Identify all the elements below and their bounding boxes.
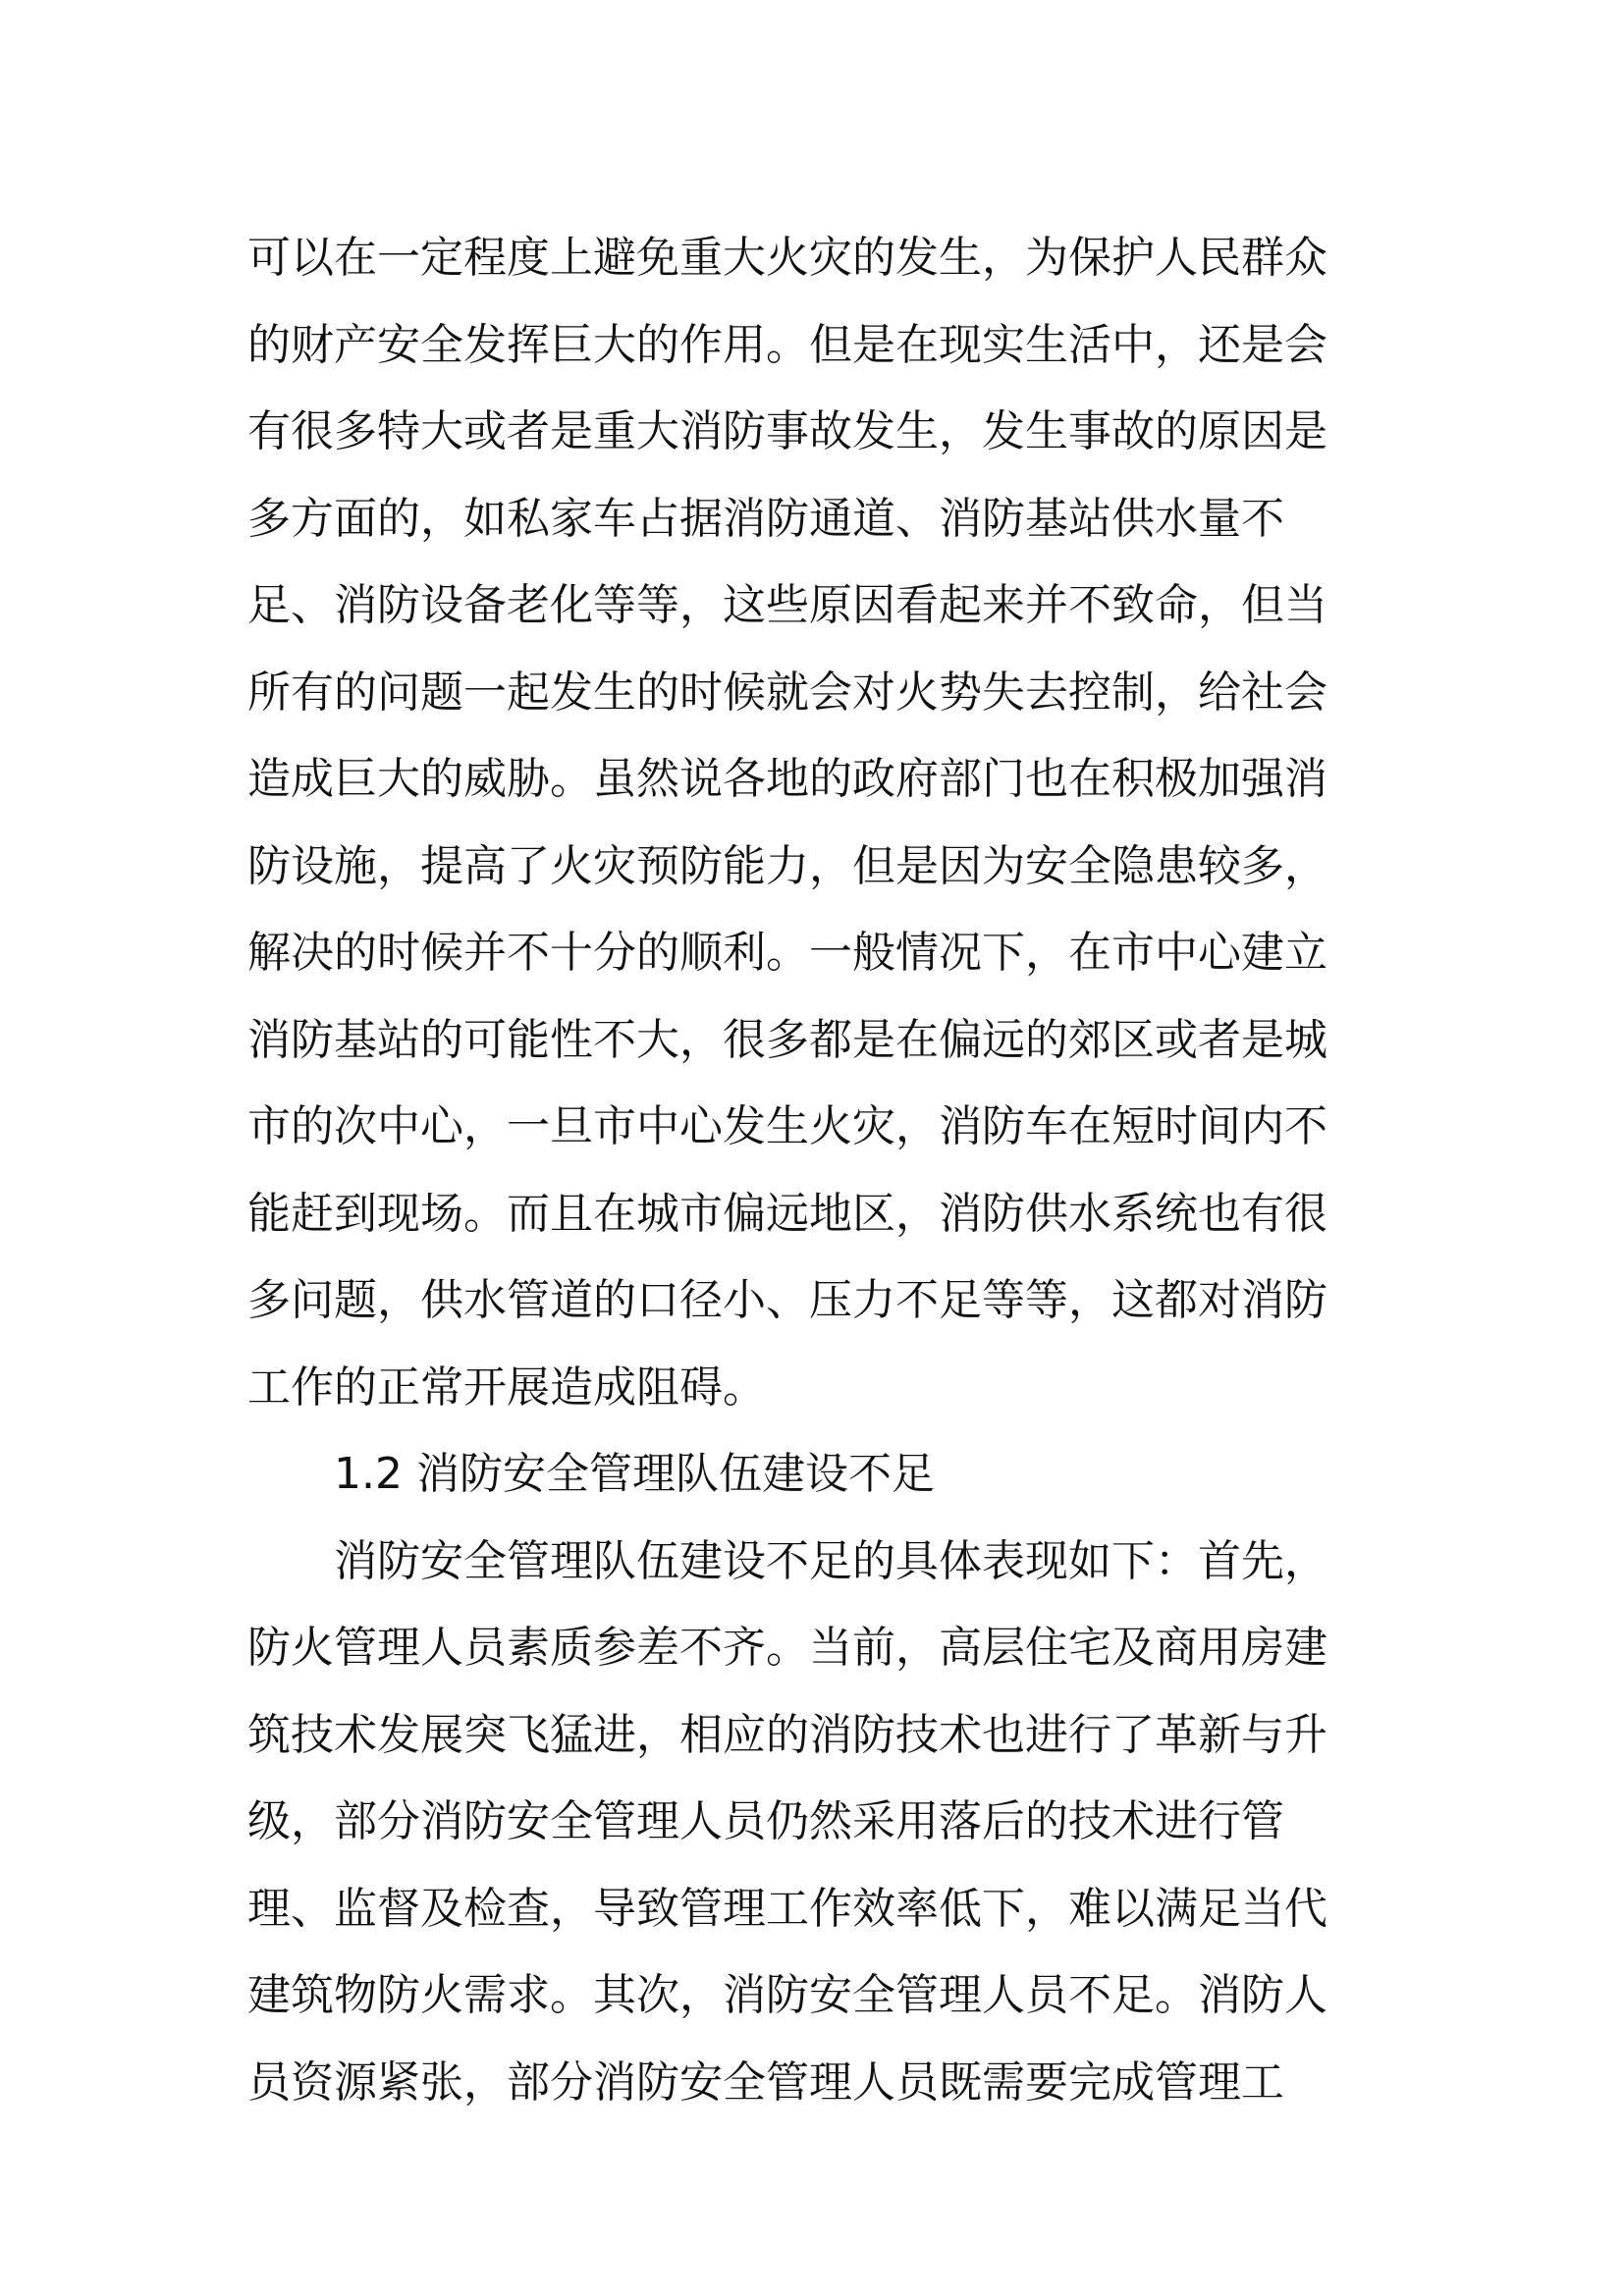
paragraph-1 xyxy=(247,215,1396,1431)
text-line: 可以在一定程度上避免重大火灾的发生，为保护人民群众 xyxy=(247,233,1327,283)
text-line: 级，部分消防安全管理人员仍然采用落后的技术进行管 xyxy=(247,1796,1284,1846)
text-line: 多方面的，如私家车占据消防通道、消防基站供水量不 xyxy=(247,493,1284,544)
text-line: 消防安全管理队伍建设不足的具体表现如下：首先， xyxy=(334,1535,1327,1586)
text-line: 防火管理人员素质参差不齐。当前，高层住宅及商用房建 xyxy=(247,1623,1327,1673)
text-line: 有很多特大或者是重大消防事故发生，发生事故的原因是 xyxy=(247,406,1327,456)
text-line: 工作的正常开展造成阻碍。 xyxy=(247,1362,766,1413)
section-heading: 1.2 消防安全管理队伍建设不足 xyxy=(334,1449,935,1499)
text-line: 造成巨大的威胁。虽然说各地的政府部门也在积极加强消 xyxy=(247,754,1327,804)
text-line: 市的次中心，一旦市中心发生火灾，消防车在短时间内不 xyxy=(247,1101,1327,1151)
text-line: 防设施，提高了火灾预防能力，但是因为安全隐患较多， xyxy=(247,840,1327,891)
text-line: 解决的时候并不十分的顺利。一般情况下，在市中心建立 xyxy=(247,928,1327,978)
text-line: 筑技术发展突飞猛进，相应的消防技术也进行了革新与升 xyxy=(247,1709,1327,1760)
text-line: 多问题，供水管道的口径小、压力不足等等，这都对消防 xyxy=(247,1275,1327,1325)
text-line: 能赶到现场。而且在城市偏远地区，消防供水系统也有很 xyxy=(247,1188,1327,1239)
text-line: 建筑物防火需求。其次，消防安全管理人员不足。消防人 xyxy=(247,1970,1327,2020)
text-line: 足、消防设备老化等等，这些原因看起来并不致命，但当 xyxy=(247,580,1327,630)
paragraph-2 xyxy=(247,1519,1396,2127)
body-text xyxy=(247,215,1396,2126)
text-line: 的财产安全发挥巨大的作用。但是在现实生活中，还是会 xyxy=(247,319,1327,370)
text-line: 所有的问题一起发生的时候就会对火势失去控制，给社会 xyxy=(247,667,1327,718)
text-line: 消防基站的可能性不大，很多都是在偏远的郊区或者是城 xyxy=(247,1014,1327,1065)
text-line: 理、监督及检查，导致管理工作效率低下，难以满足当代 xyxy=(247,1883,1327,1934)
text-line: 员资源紧张，部分消防安全管理人员既需要完成管理工 xyxy=(247,2056,1284,2108)
